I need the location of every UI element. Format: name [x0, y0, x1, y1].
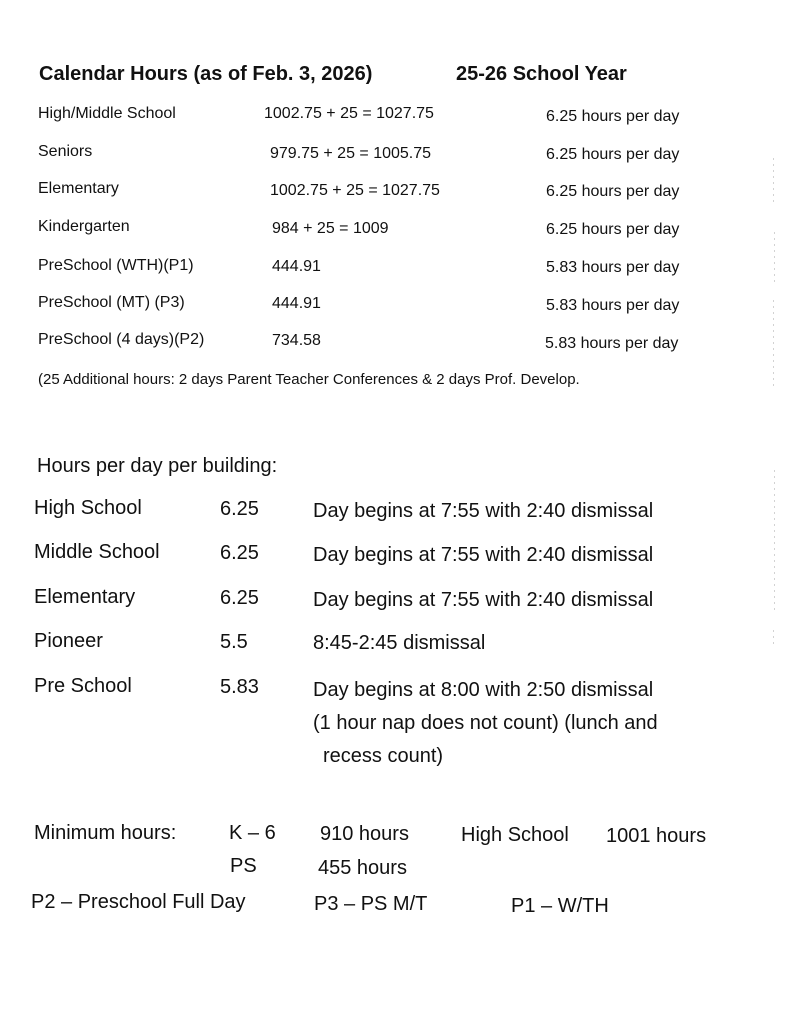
- school-year: 25-26 School Year: [456, 63, 627, 85]
- scan-artifact: [773, 158, 774, 204]
- calendar-row-rate: 6.25 hours per day: [546, 221, 680, 238]
- calendar-row-label: High/Middle School: [38, 105, 176, 122]
- calendar-row-label: Elementary: [38, 180, 119, 197]
- calendar-row-rate: 6.25 hours per day: [546, 146, 680, 163]
- high-school-hours: 1001 hours: [606, 825, 707, 847]
- preschool-note-line-2: recess count): [323, 745, 444, 767]
- calendar-row-value: 984 + 25 = 1009: [272, 220, 389, 237]
- calendar-row-rate: 5.83 hours per day: [545, 335, 679, 352]
- calendar-title: Calendar Hours (as of Feb. 3, 2026): [39, 63, 373, 85]
- legend-p2: P2 – Preschool Full Day: [31, 891, 246, 913]
- legend-p3: P3 – PS M/T: [314, 893, 428, 915]
- k6-hours: 910 hours: [320, 823, 409, 845]
- building-hours: 5.5: [220, 631, 248, 653]
- building-schedule: Day begins at 7:55 with 2:40 dismissal: [313, 544, 654, 566]
- building-name: Middle School: [34, 541, 160, 563]
- ps-label: PS: [230, 855, 257, 877]
- calendar-row-rate: 6.25 hours per day: [546, 183, 680, 200]
- scan-artifact: [773, 630, 774, 646]
- calendar-row-rate: 5.83 hours per day: [546, 297, 680, 314]
- calendar-row-rate: 5.83 hours per day: [546, 259, 680, 276]
- calendar-row-value: 979.75 + 25 = 1005.75: [270, 145, 432, 162]
- calendar-row-label: PreSchool (MT) (P3): [38, 294, 185, 311]
- calendar-row-label: PreSchool (WTH)(P1): [38, 257, 194, 274]
- scan-artifact: [774, 232, 775, 282]
- building-name: Pre School: [34, 675, 132, 697]
- building-hours: 6.25: [220, 587, 259, 609]
- building-schedule: 8:45-2:45 dismissal: [313, 632, 486, 654]
- scan-artifact: [774, 470, 775, 610]
- building-schedule: Day begins at 7:55 with 2:40 dismissal: [313, 500, 654, 522]
- building-hours: 6.25: [220, 542, 259, 564]
- calendar-row-value: 444.91: [272, 295, 321, 312]
- buildings-title: Hours per day per building:: [37, 455, 278, 477]
- preschool-note-line-1: (1 hour nap does not count) (lunch and: [313, 712, 658, 734]
- ps-hours: 455 hours: [318, 857, 407, 879]
- building-name: Pioneer: [34, 630, 103, 652]
- calendar-row-value: 1002.75 + 25 = 1027.75: [270, 182, 440, 199]
- building-schedule: Day begins at 7:55 with 2:40 dismissal: [313, 589, 654, 611]
- high-school-label: High School: [461, 824, 569, 846]
- building-hours: 5.83: [220, 676, 259, 698]
- building-schedule: Day begins at 8:00 with 2:50 dismissal: [313, 679, 654, 701]
- calendar-row-label: Kindergarten: [38, 218, 130, 235]
- additional-hours-note: (25 Additional hours: 2 days Parent Teacher Conferences & 2 days Prof. Develop.: [38, 371, 580, 388]
- building-name: High School: [34, 497, 142, 519]
- legend-p1: P1 – W/TH: [511, 895, 609, 917]
- calendar-row-value: 734.58: [272, 332, 321, 349]
- calendar-row-label: Seniors: [38, 143, 93, 160]
- calendar-row-rate: 6.25 hours per day: [546, 108, 680, 125]
- scan-artifact: [773, 300, 774, 390]
- calendar-row-value: 444.91: [272, 258, 321, 275]
- minimum-hours-label: Minimum hours:: [34, 822, 177, 844]
- k6-label: K – 6: [229, 822, 276, 844]
- calendar-row-value: 1002.75 + 25 = 1027.75: [264, 105, 434, 122]
- building-hours: 6.25: [220, 498, 259, 520]
- calendar-row-label: PreSchool (4 days)(P2): [38, 331, 205, 348]
- building-name: Elementary: [34, 586, 136, 608]
